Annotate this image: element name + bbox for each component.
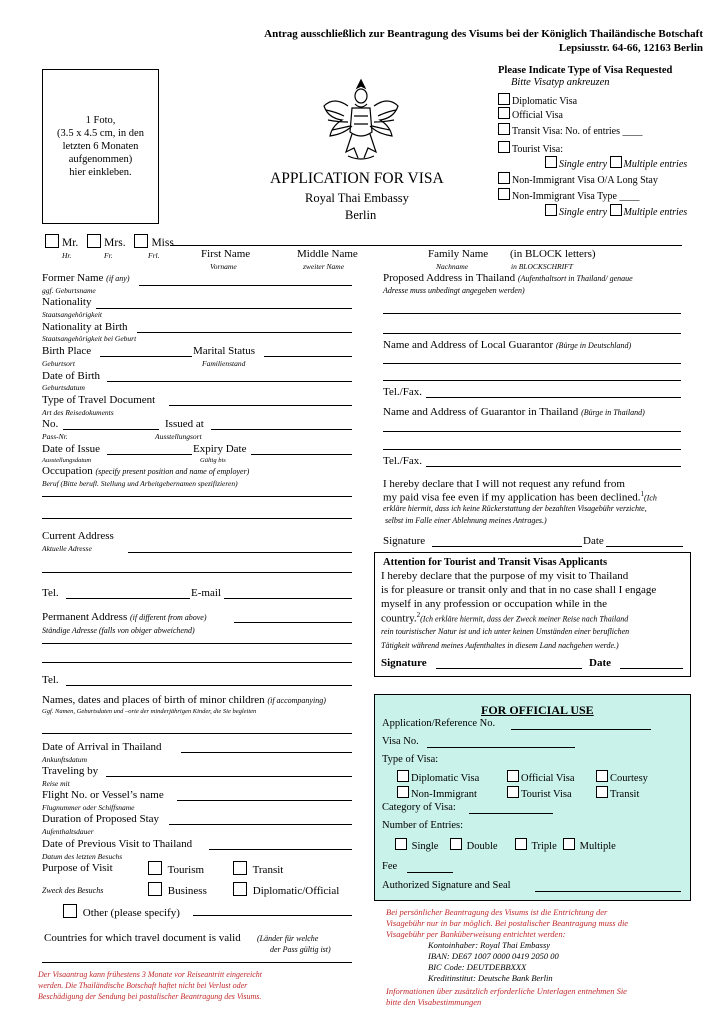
embassy-city: Berlin [345, 208, 377, 222]
label-date-arrival-de: Ankunftsdatum [42, 755, 87, 764]
label-travel-document: Type of Travel Document [42, 394, 156, 406]
official-heading: FOR OFFICIAL USE [481, 703, 594, 717]
bank-bic: BIC Code: DEUTDEBBXXX [428, 962, 527, 972]
bank-line2: Visagebühr nur in bar möglich. Bei postalischer Beantragung muss die [386, 918, 629, 928]
label-date-of-issue: Date of Issue [42, 443, 101, 455]
label-diplomatic-visa: Diplomatic Visa [512, 96, 578, 107]
declare-line2: my paid visa fee even if my application has been declined. [383, 491, 641, 504]
label-minor-children: Names, dates and places of birth of minor children [42, 694, 265, 706]
date1-input[interactable] [606, 546, 683, 547]
garuda-emblem-icon [318, 76, 404, 164]
attention-line4-de: (Ich erkläre hiermit, dass der Zweck meiner Reise nach Thailand [420, 614, 629, 624]
bank-more-info1: Informationen über zusätzlich erforderliche Unterlagen entnehmen Sie [386, 986, 627, 996]
label-mrs: Mrs. [104, 237, 126, 249]
label-tourist-single: Single entry [559, 159, 608, 170]
fee-input[interactable] [407, 872, 453, 873]
label-thai-guarantor: Name and Address of Guarantor in Thailand [383, 406, 579, 418]
app-ref-input[interactable] [511, 729, 651, 730]
form-title: APPLICATION FOR VISA [270, 170, 444, 187]
label-visa-no: Visa No. [382, 736, 419, 747]
label-current-address: Current Address [42, 530, 114, 542]
checkbox-diplomatic-visa[interactable] [498, 93, 510, 105]
label-date-of-birth: Date of Birth [42, 370, 101, 382]
label-countries-valid-de2: der Pass gültig ist) [270, 945, 331, 954]
permanent-address-input-line1[interactable] [234, 622, 352, 623]
label-date1: Date [583, 535, 604, 547]
label-block-letters: (in BLOCK letters) [510, 248, 596, 260]
label-birth-place-de: Geburtsort [42, 359, 75, 368]
label-fr: Fr. [104, 251, 113, 260]
label-purpose-visit: Purpose of Visit [42, 862, 113, 874]
checkbox-tourist-visa[interactable] [498, 141, 510, 153]
countries-valid-input[interactable] [42, 962, 352, 963]
checkbox-mrs[interactable] [87, 234, 101, 248]
bank-holder: Kontoinhaber: Royal Thai Embassy [428, 940, 551, 950]
label-countries-valid-de1: (Länder für welche [257, 934, 319, 943]
label-entries: Number of Entries: [382, 820, 464, 831]
photo-box[interactable] [42, 69, 159, 224]
bank-name: Kreditinstitut: Deutsche Bank Berlin [428, 973, 553, 983]
label-date-of-birth-de: Geburtsdatum [42, 383, 85, 392]
label-flight-no-de: Flugnummer oder Schiffsname [42, 803, 135, 812]
minor-children-input[interactable] [42, 733, 352, 734]
official-label-diplomatic: Diplomatic Visa [411, 773, 480, 784]
checkbox-tourist-multiple[interactable] [610, 156, 622, 168]
label-frl: Frl. [148, 251, 160, 260]
category-input[interactable] [469, 813, 553, 814]
label-first-name: First Name [201, 248, 251, 260]
current-address-input-line1[interactable] [128, 552, 352, 553]
label-issued-at: Issued at [165, 418, 204, 430]
attention-footnote: 2 [416, 611, 421, 619]
passport-no-input[interactable] [63, 429, 159, 430]
note-proposed-address: (Aufenthaltsort in Thailand/ genaue [517, 274, 633, 283]
travel-document-input[interactable] [169, 405, 352, 406]
official-checkbox-transit[interactable] [596, 786, 608, 798]
label-authorized-signature: Authorized Signature and Seal [382, 880, 511, 891]
nationality-birth-input[interactable] [137, 332, 352, 333]
label-tel2: Tel. [42, 674, 59, 686]
label-issued-at-de: Ausstellungsort [155, 432, 202, 441]
declare-line2-de: (Ich [644, 493, 657, 503]
official-label-official: Official Visa [521, 773, 575, 784]
label-tourist-multiple: Multiple entries [623, 159, 688, 170]
checkbox-nonimm-single[interactable] [545, 204, 557, 216]
attention-line2: is for pleasure or transit only and that in no case shall I engage [381, 584, 657, 596]
bank-line1: Bei persönlicher Beantragung des Visums ist die Entrichtung der [386, 907, 608, 917]
official-checkbox-multiple[interactable] [563, 838, 575, 850]
bank-more-info2: bitte den Visabestimmungen [386, 997, 482, 1007]
label-middle-name-de: zweiter Name [303, 262, 345, 271]
label-signature1: Signature [383, 535, 426, 547]
photo-line1: 1 Foto, [85, 115, 116, 126]
proposed-address-input-line2[interactable] [383, 333, 681, 334]
red-note-line3: Beschädigung der Sendung bei postalischer Beantragung des Visums. [38, 992, 262, 1001]
label-non-immigrant-type: Non-Immigrant Visa Type ____ [512, 191, 640, 202]
label-local-guarantor-de: (Bürge in Deutschland) [555, 341, 632, 350]
label-miss: Miss [151, 237, 174, 249]
label-nationality-birth-de: Staatsangehörigkeit bei Geburt [42, 334, 137, 343]
checkbox-diplomatic-official[interactable] [233, 882, 247, 896]
official-label-tourist: Tourist Visa [521, 789, 572, 800]
telfax2-input[interactable] [426, 466, 681, 467]
label-block-letters-de: in BLOCKSCHRIFT [511, 262, 573, 271]
official-checkbox-single[interactable] [395, 838, 407, 850]
label-date-of-issue-de: Ausstellungsdatum [42, 457, 92, 464]
note-former-name: (if any) [106, 274, 130, 283]
label-nonimm-multiple: Multiple entries [623, 207, 688, 218]
checkbox-tourism[interactable] [148, 861, 162, 875]
email-input[interactable] [224, 598, 352, 599]
previous-visit-input[interactable] [209, 849, 352, 850]
attention-line6-de: Tätigkeit während meines Aufenthaltes in diesem Land nachgehen werde.) [381, 641, 619, 650]
attention-line1: I hereby declare that the purpose of my visit to Thailand [381, 570, 629, 582]
photo-line2: (3.5 x 4.5 cm, in den [57, 128, 144, 139]
duration-stay-input[interactable] [169, 824, 352, 825]
label-other-purpose: Other (please specify) [82, 907, 180, 919]
official-checkbox-non-immigrant[interactable] [397, 786, 409, 798]
checkbox-non-immigrant-oa[interactable] [498, 172, 510, 184]
label-current-address-de: Aktuelle Adresse [42, 544, 92, 553]
visa-type-heading: Please Indicate Type of Visa Requested [498, 65, 673, 76]
label-transit-purpose: Transit [252, 864, 284, 876]
label-official-visa: Official Visa [512, 110, 563, 121]
note-occupation: (specify present position and name of employer) [95, 467, 250, 476]
bank-iban: IBAN: DE67 1007 0000 0419 2050 00 [428, 951, 559, 961]
label-mr: Mr. [62, 237, 79, 249]
nationality-input[interactable] [96, 308, 352, 309]
label-transit-visa: Transit Visa: No. of entries ____ [512, 126, 643, 137]
official-use-box [374, 694, 691, 901]
label-passport-no-de: Pass-Nr. [42, 432, 68, 441]
label-non-immigrant-oa: Non-Immigrant Visa O/A Long Stay [512, 175, 658, 186]
official-checkbox-triple[interactable] [515, 838, 527, 850]
label-flight-no: Flight No. or Vessel’s name [42, 789, 164, 801]
date-of-birth-input[interactable] [107, 381, 352, 382]
label-permanent-address-de: Ständige Adresse (falls von obiger abweichend) [42, 626, 195, 635]
label-proposed-address-de: Adresse muss unbedingt angegeben werden) [383, 286, 525, 295]
official-checkbox-double[interactable] [450, 838, 462, 850]
label-date-arrival: Date of Arrival in Thailand [42, 741, 162, 753]
official-label-non-immigrant: Non-Immigrant [411, 789, 477, 800]
authorized-signature-input[interactable] [535, 891, 681, 892]
label-telfax1: Tel./Fax. [383, 386, 422, 398]
label-family-name: Family Name [428, 248, 489, 260]
date-of-issue-input[interactable] [107, 454, 192, 455]
label-category: Category of Visa: [382, 802, 456, 813]
name-input-line[interactable] [170, 245, 682, 246]
label-marital-status-de: Familienstand [202, 359, 246, 368]
checkbox-transit-purpose[interactable] [233, 861, 247, 875]
thai-guarantor-input-line2[interactable] [383, 449, 681, 450]
official-checkbox-courtesy[interactable] [596, 770, 608, 782]
label-proposed-address: Proposed Address in Thailand [383, 272, 516, 284]
declare-line3-de: erkläre hiermit, dass ich keine Rückerstattung der bezahlten Visagebühr verzichte, [383, 504, 647, 513]
embassy-name: Royal Thai Embassy [305, 191, 409, 205]
date2-input[interactable] [620, 668, 683, 669]
label-nationality: Nationality [42, 296, 92, 308]
declare-line4-de: selbst im Falle einer Ablehnung meines Antrages.) [385, 516, 547, 525]
label-duration-stay: Duration of Proposed Stay [42, 813, 160, 825]
visa-type-heading-de: Bitte Visatyp ankreuzen [511, 77, 610, 88]
attention-heading: Attention for Tourist and Transit Visas Applicants [383, 557, 608, 568]
official-label-single: Single [411, 841, 439, 852]
label-traveling-by: Traveling by [42, 765, 99, 777]
checkbox-other-purpose[interactable] [63, 904, 77, 918]
label-local-guarantor: Name and Address of Local Guarantor [383, 339, 554, 351]
official-label-courtesy: Courtesy [610, 773, 648, 784]
visa-no-input[interactable] [427, 747, 575, 748]
label-former-name-de: ggf. Geburtsname [42, 286, 96, 295]
checkbox-business[interactable] [148, 882, 162, 896]
tel2-input[interactable] [66, 685, 352, 686]
former-name-input[interactable] [139, 285, 352, 286]
official-checkbox-official[interactable] [507, 770, 519, 782]
checkbox-tourist-single[interactable] [545, 156, 557, 168]
label-signature2: Signature [381, 657, 427, 669]
date-arrival-input[interactable] [181, 752, 352, 753]
label-marital-status: Marital Status [193, 345, 256, 357]
label-travel-document-de: Art des Reisedokuments [42, 408, 114, 417]
local-guarantor-input-line2[interactable] [383, 380, 681, 381]
checkbox-miss[interactable] [134, 234, 148, 248]
traveling-by-input[interactable] [106, 776, 352, 777]
permanent-address-input-line2[interactable] [42, 643, 352, 644]
official-label-double: Double [466, 841, 498, 852]
attention-line3: myself in any profession or occupation while in the [381, 598, 608, 610]
label-minor-children-de: Ggf. Namen, Geburtsdaten und –orte der minderjährigen Kinder, die Sie begleiten [42, 708, 257, 715]
label-hr: Hr. [62, 251, 72, 260]
header-line1: Antrag ausschließlich zur Beantragung des Visums bei der Königlich Thailändische Botschaft [264, 28, 703, 40]
attention-line4: country. [381, 612, 417, 625]
note-permanent-address: (if different from above) [129, 613, 207, 622]
label-duration-stay-de: Aufenthaltsdauer [42, 827, 94, 836]
label-diplomatic-official: Diplomatic/Official [252, 885, 340, 897]
expiry-date-input[interactable] [251, 454, 352, 455]
official-label-triple: Triple [531, 841, 557, 852]
label-business: Business [167, 885, 207, 897]
telfax1-input[interactable] [426, 397, 681, 398]
label-expiry-date-de: Gültig bis [200, 457, 226, 464]
birth-place-input[interactable] [100, 356, 192, 357]
signature1-input[interactable] [432, 546, 582, 547]
thai-guarantor-input-line1[interactable] [383, 431, 681, 432]
official-checkbox-diplomatic[interactable] [397, 770, 409, 782]
official-label-transit: Transit [610, 789, 640, 800]
checkbox-mr[interactable] [45, 234, 59, 248]
other-purpose-input[interactable] [193, 915, 352, 916]
label-previous-visit-de: Datum des letzten Besuchs [42, 852, 123, 861]
label-tourism: Tourism [167, 864, 205, 876]
label-app-ref: Application/Reference No. [382, 718, 496, 729]
checkbox-nonimm-multiple[interactable] [610, 204, 622, 216]
declare-footnote: 1 [640, 490, 644, 498]
label-middle-name: Middle Name [297, 248, 358, 260]
photo-line3: letzten 6 Monaten [62, 141, 139, 152]
attention-line5-de: rein touristischer Natur ist und ich unter keinen Umständen einer beruflichen [381, 627, 630, 636]
label-thai-guarantor-de: (Bürge in Thailand) [581, 408, 645, 417]
photo-line5: hier einkleben. [69, 167, 132, 178]
signature2-input[interactable] [436, 668, 582, 669]
checkbox-transit-visa[interactable] [498, 123, 510, 135]
checkbox-non-immigrant-type[interactable] [498, 188, 510, 200]
label-email: E-mail [191, 587, 221, 599]
label-telfax2: Tel./Fax. [383, 455, 422, 467]
label-tourist-visa: Tourist Visa: [512, 144, 564, 155]
label-occupation: Occupation [42, 465, 93, 477]
label-countries-valid: Countries for which travel document is valid [44, 932, 241, 944]
checkbox-official-visa[interactable] [498, 107, 510, 119]
proposed-address-input-line1[interactable] [383, 313, 681, 314]
label-former-name: Former Name [42, 272, 104, 284]
current-address-input-line2[interactable] [42, 572, 352, 573]
red-note-line1: Der Visaantrag kann frühestens 3 Monate vor Reiseantritt eingereicht [38, 970, 262, 979]
occupation-input-line2[interactable] [42, 518, 352, 519]
label-expiry-date: Expiry Date [193, 443, 247, 455]
label-family-name-de: Nachname [436, 262, 469, 271]
label-tel: Tel. [42, 587, 59, 599]
label-fee: Fee [382, 861, 398, 872]
label-occupation-de: Beruf (Bitte berufl. Stellung und Arbeitgebernamen spezifizieren) [42, 479, 238, 488]
label-nonimm-single: Single entry [559, 207, 608, 218]
note-minor-children: (if accompanying) [267, 696, 326, 705]
label-type-of-visa: Type of Visa: [382, 754, 439, 765]
marital-status-input[interactable] [264, 356, 352, 357]
label-passport-no: No. [42, 418, 59, 430]
flight-no-input[interactable] [177, 800, 352, 801]
label-date2: Date [589, 657, 611, 669]
label-permanent-address: Permanent Address [42, 611, 128, 623]
declare-line1: I hereby declare that I will not request any refund from [383, 478, 625, 490]
local-guarantor-input-line1[interactable] [383, 363, 681, 364]
official-checkbox-tourist[interactable] [507, 786, 519, 798]
label-previous-visit: Date of Previous Visit to Thailand [42, 838, 193, 850]
issued-at-input[interactable] [211, 429, 352, 430]
header-address: Lepsiusstr. 64-66, 12163 Berlin [558, 42, 703, 54]
label-first-name-de: Vorname [210, 262, 237, 271]
official-label-multiple: Multiple [579, 841, 616, 852]
red-note-line2: werden. Die Thailändische Botschaft haftet nicht bei Verlust oder [38, 981, 248, 990]
label-traveling-by-de: Reise mit [42, 779, 70, 788]
label-nationality-de: Staatsangehörigkeit [42, 310, 102, 319]
bank-line3: Visagebühr per Banküberweisung entrichtet werden: [386, 929, 566, 939]
photo-line4: aufgenommen) [68, 154, 133, 165]
label-birth-place: Birth Place [42, 345, 92, 357]
permanent-address-input-line3[interactable] [42, 662, 352, 663]
label-purpose-visit-de: Zweck des Besuchs [42, 886, 104, 895]
tel-input[interactable] [66, 598, 190, 599]
label-nationality-birth: Nationality at Birth [42, 321, 128, 333]
occupation-input-line1[interactable] [42, 496, 352, 497]
